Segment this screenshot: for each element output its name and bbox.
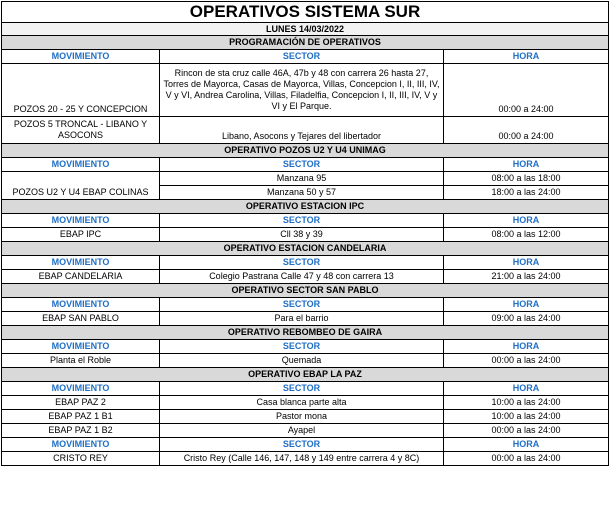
movimiento-cell: POZOS 20 - 25 Y CONCEPCION bbox=[2, 64, 160, 117]
hora-cell: 00:00 a 24:00 bbox=[444, 64, 609, 117]
operativos-table bbox=[1, 1, 609, 466]
movimiento-cell: EBAP PAZ 2 bbox=[2, 396, 160, 410]
date-row bbox=[2, 23, 609, 36]
column-header-sector: SECTOR bbox=[160, 340, 444, 354]
section-header-programacion bbox=[2, 36, 609, 50]
table-row bbox=[2, 172, 609, 186]
hora-cell: 00:00 a 24:00 bbox=[444, 117, 609, 144]
section-title: OPERATIVO POZOS U2 Y U4 UNIMAG bbox=[2, 144, 609, 158]
sector-cell: Manzana 50 y 57 bbox=[160, 186, 444, 200]
column-header-hora: HORA bbox=[444, 438, 609, 452]
sector-cell: Para el barrio bbox=[160, 312, 444, 326]
report-date: LUNES 14/03/2022 bbox=[2, 23, 609, 36]
sector-cell: Ayapel bbox=[160, 424, 444, 438]
column-header-hora: HORA bbox=[444, 382, 609, 396]
column-header-row bbox=[2, 50, 609, 64]
section-header-pozos-u2-u4 bbox=[2, 144, 609, 158]
movimiento-cell: EBAP CANDELARIA bbox=[2, 270, 160, 284]
section-header-san-pablo bbox=[2, 284, 609, 298]
section-title: OPERATIVO ESTACION IPC bbox=[2, 200, 609, 214]
column-header-row bbox=[2, 256, 609, 270]
page-title: OPERATIVOS SISTEMA SUR bbox=[2, 2, 609, 23]
column-header-hora: HORA bbox=[444, 256, 609, 270]
section-title: OPERATIVO SECTOR SAN PABLO bbox=[2, 284, 609, 298]
sector-cell: Quemada bbox=[160, 354, 444, 368]
column-header-hora: HORA bbox=[444, 340, 609, 354]
column-header-movimiento: MOVIMIENTO bbox=[2, 50, 160, 64]
column-header-sector: SECTOR bbox=[160, 256, 444, 270]
sector-cell: Cll 38 y 39 bbox=[160, 228, 444, 242]
movimiento-cell: EBAP IPC bbox=[2, 228, 160, 242]
column-header-row bbox=[2, 382, 609, 396]
table-row bbox=[2, 228, 609, 242]
column-header-sector: SECTOR bbox=[160, 438, 444, 452]
column-header-sector: SECTOR bbox=[160, 382, 444, 396]
column-header-hora: HORA bbox=[444, 214, 609, 228]
hora-cell: 00:00 a las 24:00 bbox=[444, 424, 609, 438]
title-row bbox=[2, 2, 609, 23]
table-row bbox=[2, 410, 609, 424]
hora-cell: 08:00 a las 18:00 bbox=[444, 172, 609, 186]
hora-cell: 00:00 a las 24:00 bbox=[444, 354, 609, 368]
column-header-hora: HORA bbox=[444, 158, 609, 172]
hora-cell: 08:00 a las 12:00 bbox=[444, 228, 609, 242]
column-header-movimiento: MOVIMIENTO bbox=[2, 382, 160, 396]
hora-cell: 18:00 a las 24:00 bbox=[444, 186, 609, 200]
column-header-row bbox=[2, 298, 609, 312]
column-header-sector: SECTOR bbox=[160, 50, 444, 64]
table-row bbox=[2, 424, 609, 438]
hora-cell: 09:00 a las 24:00 bbox=[444, 312, 609, 326]
column-header-row bbox=[2, 158, 609, 172]
table-row bbox=[2, 452, 609, 466]
movimiento-cell: Planta el Roble bbox=[2, 354, 160, 368]
hora-cell: 21:00 a las 24:00 bbox=[444, 270, 609, 284]
movimiento-cell: EBAP SAN PABLO bbox=[2, 312, 160, 326]
movimiento-cell: EBAP PAZ 1 B1 bbox=[2, 410, 160, 424]
sector-cell: Colegio Pastrana Calle 47 y 48 con carrera 13 bbox=[160, 270, 444, 284]
table-row bbox=[2, 270, 609, 284]
column-header-hora: HORA bbox=[444, 50, 609, 64]
sector-cell: Manzana 95 bbox=[160, 172, 444, 186]
column-header-movimiento: MOVIMIENTO bbox=[2, 298, 160, 312]
table-row bbox=[2, 64, 609, 117]
column-header-movimiento: MOVIMIENTO bbox=[2, 214, 160, 228]
movimiento-cell: POZOS U2 Y U4 EBAP COLINAS bbox=[2, 172, 160, 200]
sector-cell: Pastor mona bbox=[160, 410, 444, 424]
movimiento-cell: EBAP PAZ 1 B2 bbox=[2, 424, 160, 438]
section-header-ipc bbox=[2, 200, 609, 214]
column-header-sector: SECTOR bbox=[160, 158, 444, 172]
section-header-la-paz bbox=[2, 368, 609, 382]
movimiento-cell: CRISTO REY bbox=[2, 452, 160, 466]
table-row bbox=[2, 354, 609, 368]
table-row bbox=[2, 396, 609, 410]
hora-cell: 10:00 a las 24:00 bbox=[444, 396, 609, 410]
column-header-sector: SECTOR bbox=[160, 298, 444, 312]
table-row bbox=[2, 312, 609, 326]
sector-cell: Libano, Asocons y Tejares del libertador bbox=[160, 117, 444, 144]
sector-cell: Rincon de sta cruz calle 46A, 47b y 48 con carrera 26 hasta 27, Torres de Mayorca, Casas de Mayorca, Villas, Concepcion I, II, III, IV, V y VI, Andrea Carolina, Villas, Filadelfia, Concepcion I, II, III, IV, V y VI y El Parque. bbox=[160, 64, 444, 117]
hora-cell: 00:00 a las 24:00 bbox=[444, 452, 609, 466]
column-header-movimiento: MOVIMIENTO bbox=[2, 256, 160, 270]
section-title: OPERATIVO EBAP LA PAZ bbox=[2, 368, 609, 382]
section-title: OPERATIVO REBOMBEO DE GAIRA bbox=[2, 326, 609, 340]
column-header-row bbox=[2, 340, 609, 354]
hora-cell: 10:00 a las 24:00 bbox=[444, 410, 609, 424]
section-title: OPERATIVO ESTACION CANDELARIA bbox=[2, 242, 609, 256]
column-header-row bbox=[2, 214, 609, 228]
sector-cell: Cristo Rey (Calle 146, 147, 148 y 149 entre carrera 4 y 8C) bbox=[160, 452, 444, 466]
column-header-hora: HORA bbox=[444, 298, 609, 312]
section-header-candelaria bbox=[2, 242, 609, 256]
column-header-row bbox=[2, 438, 609, 452]
column-header-movimiento: MOVIMIENTO bbox=[2, 438, 160, 452]
table-row bbox=[2, 117, 609, 144]
movimiento-cell: POZOS 5 TRONCAL - LIBANO Y ASOCONS bbox=[2, 117, 160, 144]
column-header-sector: SECTOR bbox=[160, 214, 444, 228]
section-header-gaira bbox=[2, 326, 609, 340]
column-header-movimiento: MOVIMIENTO bbox=[2, 158, 160, 172]
column-header-movimiento: MOVIMIENTO bbox=[2, 340, 160, 354]
sector-cell: Casa blanca parte alta bbox=[160, 396, 444, 410]
section-title: PROGRAMACIÓN DE OPERATIVOS bbox=[2, 36, 609, 50]
